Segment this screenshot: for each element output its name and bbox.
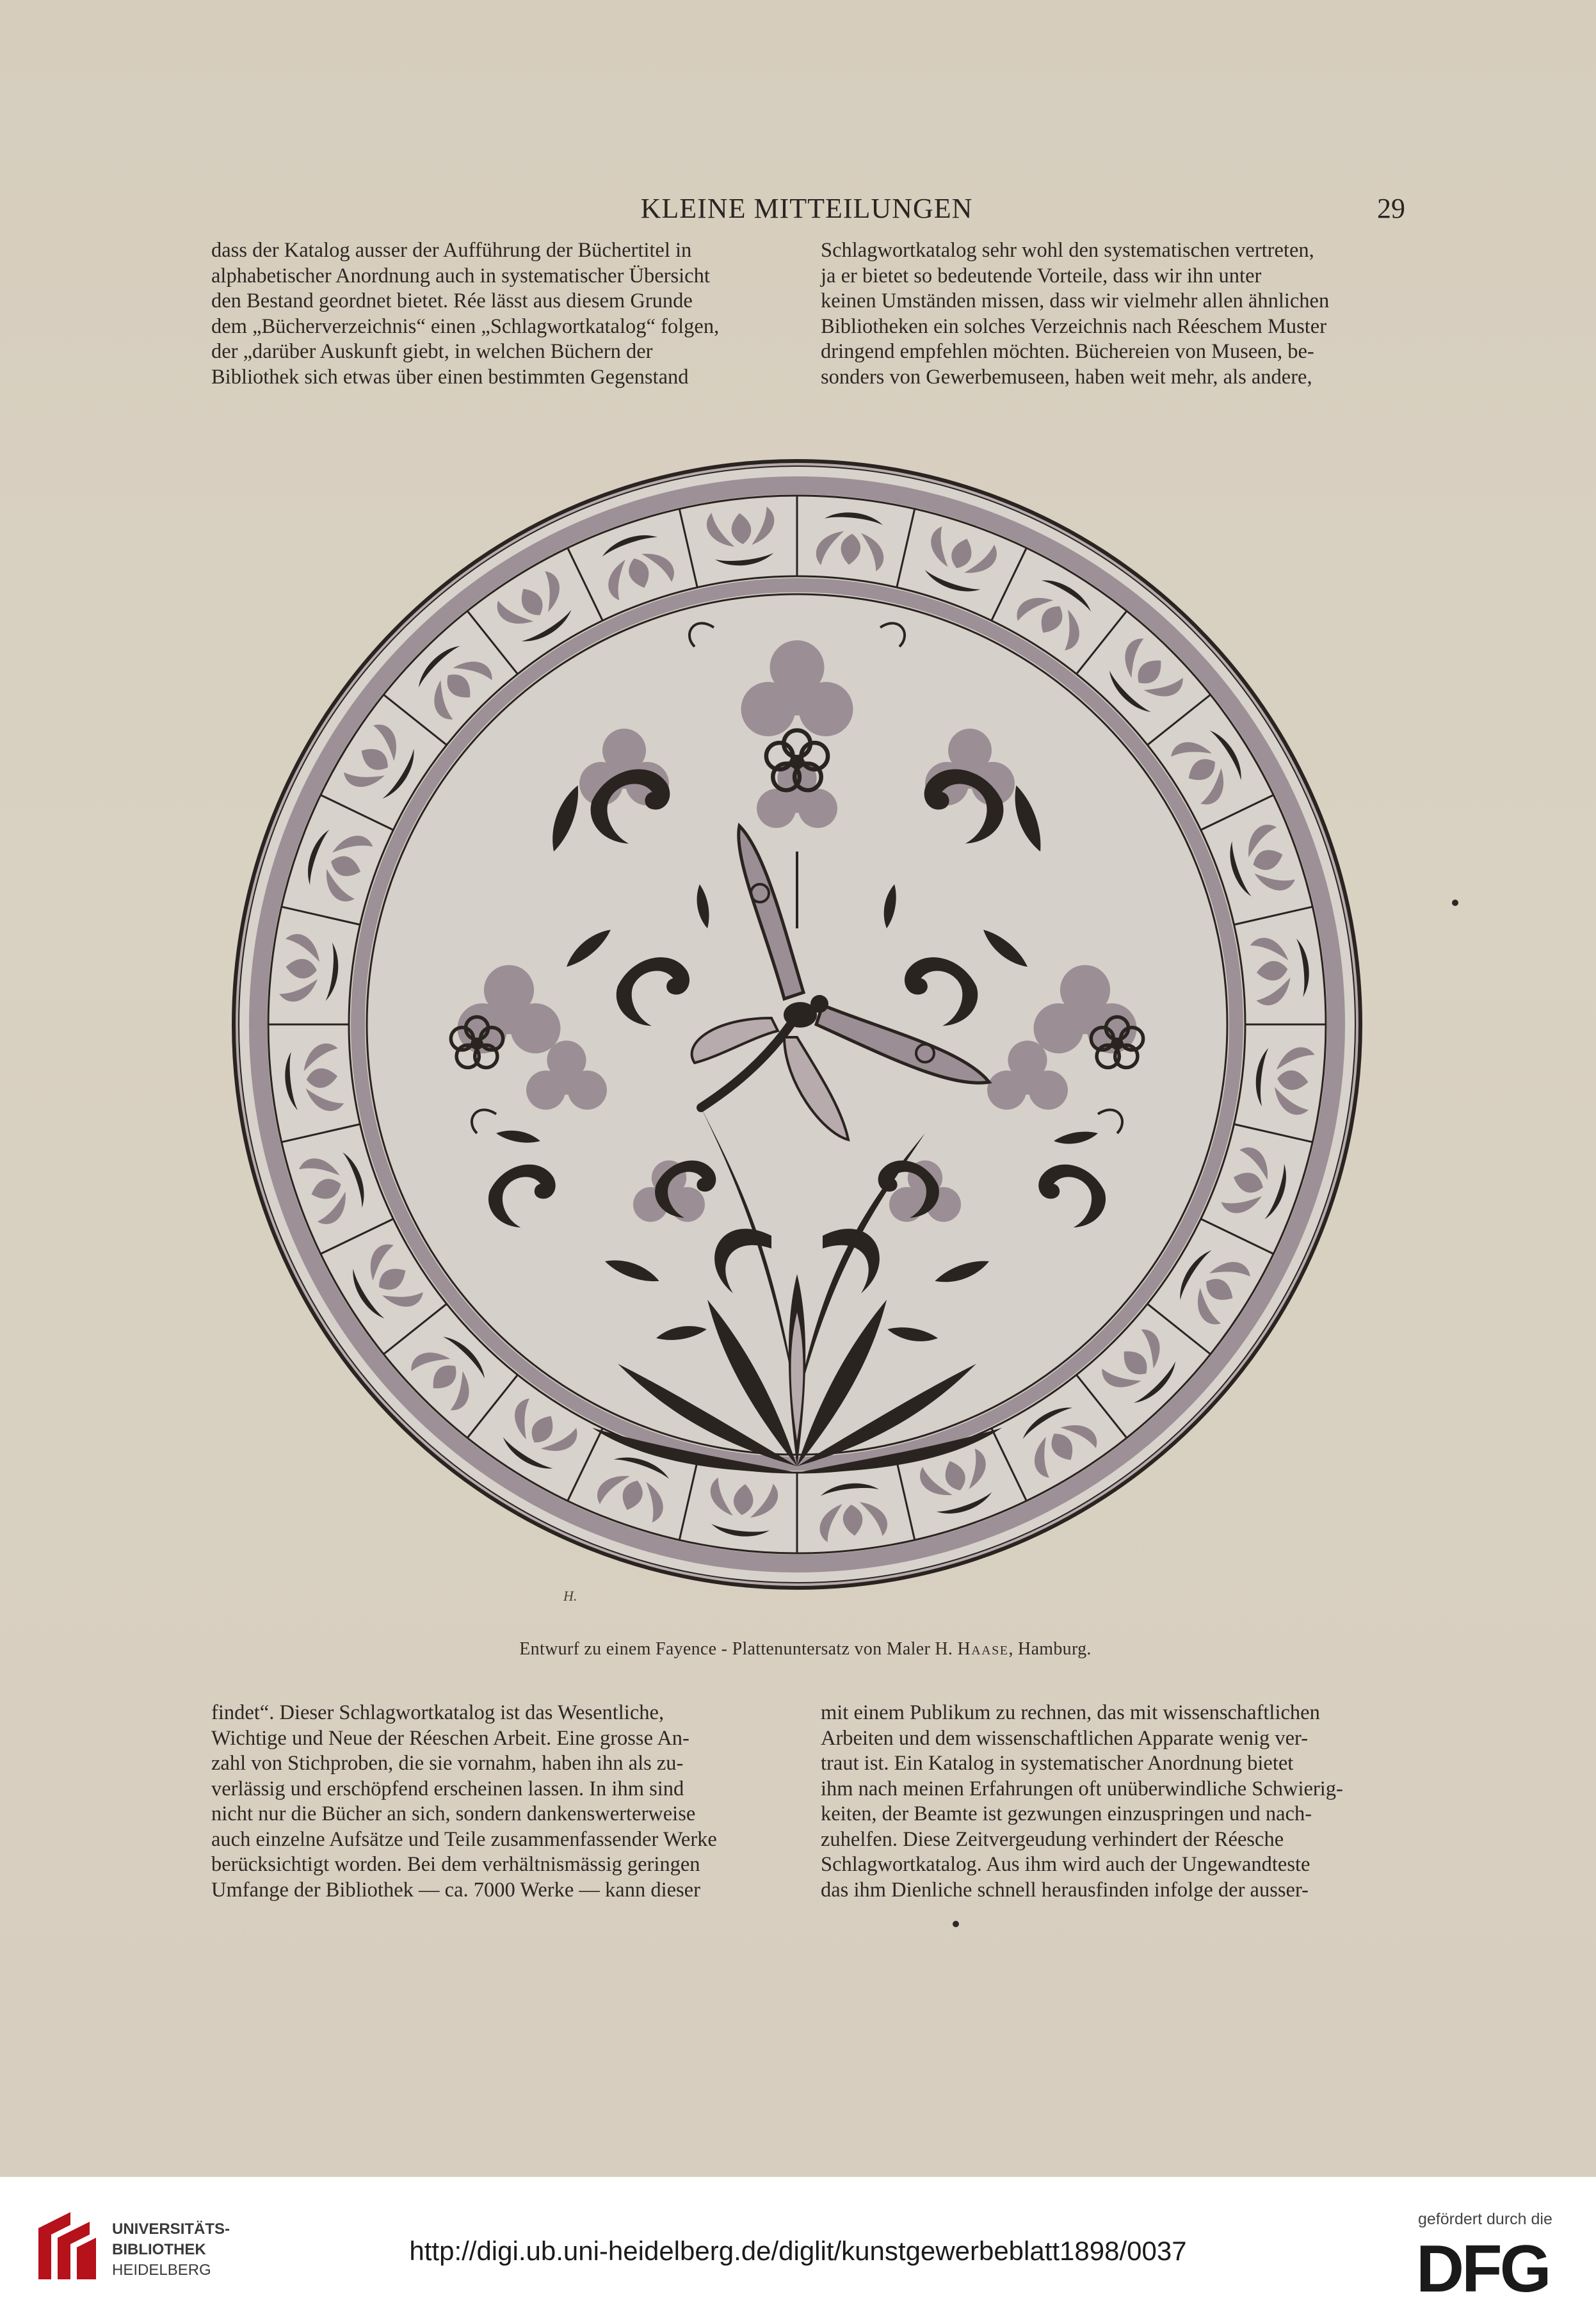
text-line: auch einzelne Aufsätze und Teile zusammenfassender Werke (211, 1827, 717, 1851)
caption-text: Entwurf zu einem Fayence - Plattenuntersatz von Maler H. (519, 1639, 953, 1659)
plate-drawing (208, 442, 1386, 1607)
text-line: der „darüber Auskunft giebt, in welchen Büchern der (211, 340, 653, 363)
caption-artist-name: Haase (957, 1639, 1009, 1659)
running-head: KLEINE MITTEILUNGEN (640, 193, 973, 224)
text-line: findet“. Dieser Schlagwortkatalog ist das Wesentliche, (211, 1701, 665, 1724)
text-line: Schlagwortkatalog. Aus ihm wird auch der Ungewandteste (821, 1853, 1310, 1876)
faience-plate-illustration (208, 442, 1386, 1607)
library-name-line: BIBLIOTHEK (112, 2241, 206, 2258)
text-line: verlässig und erschöpfend erscheinen lassen. In ihm sind (211, 1777, 684, 1800)
text-line: ihm nach meinen Erfahrungen oft unüberwindliche Schwierig- (821, 1777, 1343, 1800)
figure-caption (211, 1639, 1399, 1660)
text-line: Wichtige und Neue der Réeschen Arbeit. Eine grosse An- (211, 1726, 689, 1750)
text-column-top-right (821, 238, 1401, 390)
library-name-line: HEIDELBERG (112, 2261, 211, 2279)
text-line: Arbeiten und dem wissenschaftlichen Apparate wenig ver- (821, 1726, 1309, 1750)
text-line: zuhelfen. Diese Zeitvergeudung verhindert der Réesche (821, 1827, 1284, 1851)
text-line: berücksichtigt worden. Bei dem verhältnismässig geringen (211, 1853, 700, 1876)
text-line: Schlagwortkatalog sehr wohl den systematischen vertreten, (821, 239, 1314, 262)
artist-signature: H. (563, 1588, 577, 1604)
sponsor-label: gefördert durch die (1418, 2210, 1552, 2228)
text-line: keinen Umständen missen, dass wir vielmehr allen ähnlichen (821, 289, 1330, 312)
text-line: zahl von Stichproben, die sie vornahm, haben ihn als zu- (211, 1752, 684, 1775)
permalink-url[interactable]: http://digi.ub.uni-heidelberg.de/diglit/kunstgewerbeblatt1898/0037 (409, 2236, 1187, 2266)
text-line: ja er bietet so bedeutende Vorteile, dass wir ihn unter (821, 264, 1262, 287)
page-number: 29 (1377, 193, 1405, 224)
text-column-bottom-right (821, 1701, 1401, 1903)
text-line: nicht nur die Bücher an sich, sondern dankenswerterweise (211, 1802, 696, 1825)
text-line: den Bestand geordnet bietet. Rée lässt aus diesem Grunde (211, 289, 693, 312)
text-line: alphabetischer Anordnung auch in systematischer Übersicht (211, 264, 710, 287)
text-line: Bibliotheken ein solches Verzeichnis nach Réeschem Muster (821, 314, 1327, 338)
text-line: sonders von Gewerbemuseen, haben weit mehr, als andere, (821, 365, 1312, 389)
text-line: traut ist. Ein Katalog in systematischer Anordnung bietet (821, 1752, 1294, 1775)
text-line: mit einem Publikum zu rechnen, das mit wissenschaftlichen (821, 1701, 1320, 1724)
text-line: dem „Bücherverzeichnis“ einen „Schlagwortkatalog“ folgen, (211, 314, 720, 338)
text-line: dass der Katalog ausser der Aufführung der Büchertitel in (211, 239, 692, 262)
text-column-top-left (211, 238, 791, 390)
print-speck (953, 1921, 959, 1927)
text-line: Umfange der Bibliothek — ca. 7000 Werke — kann dieser (211, 1878, 700, 1902)
text-line: das ihm Dienliche schnell herausfinden infolge der ausser- (821, 1878, 1309, 1902)
text-line: Bibliothek sich etwas über einen bestimmten Gegenstand (211, 365, 689, 389)
dfg-logo[interactable]: DFG (1416, 2232, 1549, 2306)
text-line: dringend empfehlen möchten. Büchereien von Museen, be- (821, 340, 1314, 363)
print-speck (1452, 900, 1458, 906)
caption-text-end: , Hamburg. (1008, 1639, 1092, 1659)
library-name-line: UNIVERSITÄTS- (112, 2220, 230, 2238)
viewer-footer (0, 2177, 1596, 2312)
text-column-bottom-left (211, 1701, 791, 1903)
text-line: keiten, der Beamte ist gezwungen einzuspringen und nach- (821, 1802, 1312, 1825)
